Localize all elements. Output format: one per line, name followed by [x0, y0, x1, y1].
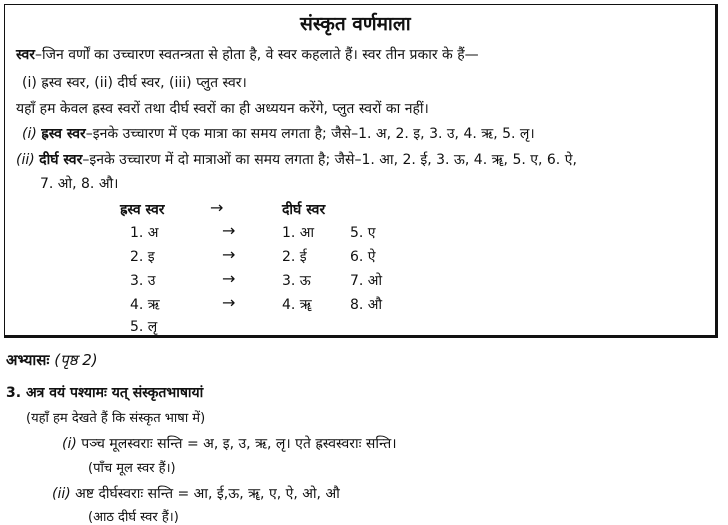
table-head-arrow: → [210, 198, 224, 217]
study-note: यहाँ हम केवल ह्रस्व स्वरों तथा दीर्घ स्वरों का ही अध्ययन करेंगे, प्लुत स्वरों का नहीं। [16, 101, 429, 117]
answer-ii-number: (ii) [52, 486, 71, 502]
table-row-5-left: 5. लृ [130, 319, 158, 335]
answer-i-text: पञ्च मूलस्वराः सन्ति = अ, इ, उ, ऋ, लृ। एते ह्रस्वस्वराः सन्ति। [81, 436, 397, 452]
table-row-2-left: 2. इ [130, 249, 155, 265]
dirgha-text: –इनके उच्चारण में दो मात्राओं का समय लगता है; जैसे–1. आ, 2. ई, 3. ऊ, 4. ॠ, 5. ए, 6. ऐ, [82, 152, 577, 168]
svar-definition [16, 45, 479, 64]
answer-i-translation: (पाँच मूल स्वर हैं।) [88, 461, 176, 476]
question-number: 3. [6, 385, 22, 401]
table-row-2-extra: 6. ऐ [350, 249, 376, 265]
table-head-hrasva: ह्रस्व स्वर [120, 202, 165, 218]
answer-ii [52, 484, 340, 503]
table-row-1-extra: 5. ए [350, 225, 376, 241]
table-row-3-extra: 7. ओ [350, 273, 383, 289]
table-row-2-right: 2. ई [282, 249, 307, 265]
table-row-3-left: 3. उ [130, 273, 156, 289]
dirgha-term: दीर्घ स्वर [39, 152, 83, 168]
answer-ii-translation: (आठ दीर्घ स्वर हैं।) [88, 510, 179, 525]
table-row-4-arrow: → [222, 293, 236, 312]
box-title: संस्कृत वर्णमाला [300, 13, 411, 35]
svar-definition-text: –जिन वर्णों का उच्चारण स्वतन्त्रता से होता है, वे स्वर कहलाते हैं। स्वर तीन प्रकार के हैं— [34, 47, 479, 63]
dirgha-number: (ii) [16, 152, 35, 168]
question-text: अत्र वयं पश्यामः यत् संस्कृतभाषायां [25, 385, 204, 401]
exercise-page-ref: (पृष्ठ 2) [54, 351, 98, 369]
hrasva-term: ह्रस्व स्वर [41, 126, 86, 142]
table-head-dirgha: दीर्घ स्वर [282, 202, 326, 218]
hrasva-number: (i) [22, 126, 37, 142]
table-row-1-arrow: → [222, 221, 236, 240]
hrasva-definition [22, 124, 535, 143]
table-row-4-left: 4. ऋ [130, 297, 160, 313]
answer-i-number: (i) [62, 436, 77, 452]
hrasva-text: –इनके उच्चारण में एक मात्रा का समय लगता है; जैसे–1. अ, 2. इ, 3. उ, 4. ऋ, 5. लृ। [85, 126, 535, 142]
exercise-heading [6, 350, 98, 370]
table-row-1-right: 1. आ [282, 225, 315, 241]
svar-term: स्वर [16, 47, 35, 63]
dirgha-continuation: 7. ओ, 8. औ। [40, 176, 119, 192]
table-row-1-left: 1. अ [130, 225, 159, 241]
table-row-2-arrow: → [222, 245, 236, 264]
table-row-4-right: 4. ॠ [282, 297, 312, 313]
dirgha-definition [16, 150, 577, 169]
question-3 [6, 383, 203, 402]
answer-ii-text: अष्ट दीर्घस्वराः सन्ति = आ, ई,ऊ, ॠ, ए, ऐ, ओ, औ [75, 486, 340, 502]
answer-i [62, 434, 397, 453]
table-row-3-arrow: → [222, 269, 236, 288]
exercise-title: अभ्यासः [6, 351, 50, 369]
question-translation: (यहाँ हम देखते हैं कि संस्कृत भाषा में) [26, 411, 206, 426]
table-row-4-extra: 8. औ [350, 297, 383, 313]
svar-types: (i) ह्रस्व स्वर, (ii) दीर्घ स्वर, (iii) प्लुत स्वर। [22, 75, 247, 91]
table-row-3-right: 3. ऊ [282, 273, 311, 289]
